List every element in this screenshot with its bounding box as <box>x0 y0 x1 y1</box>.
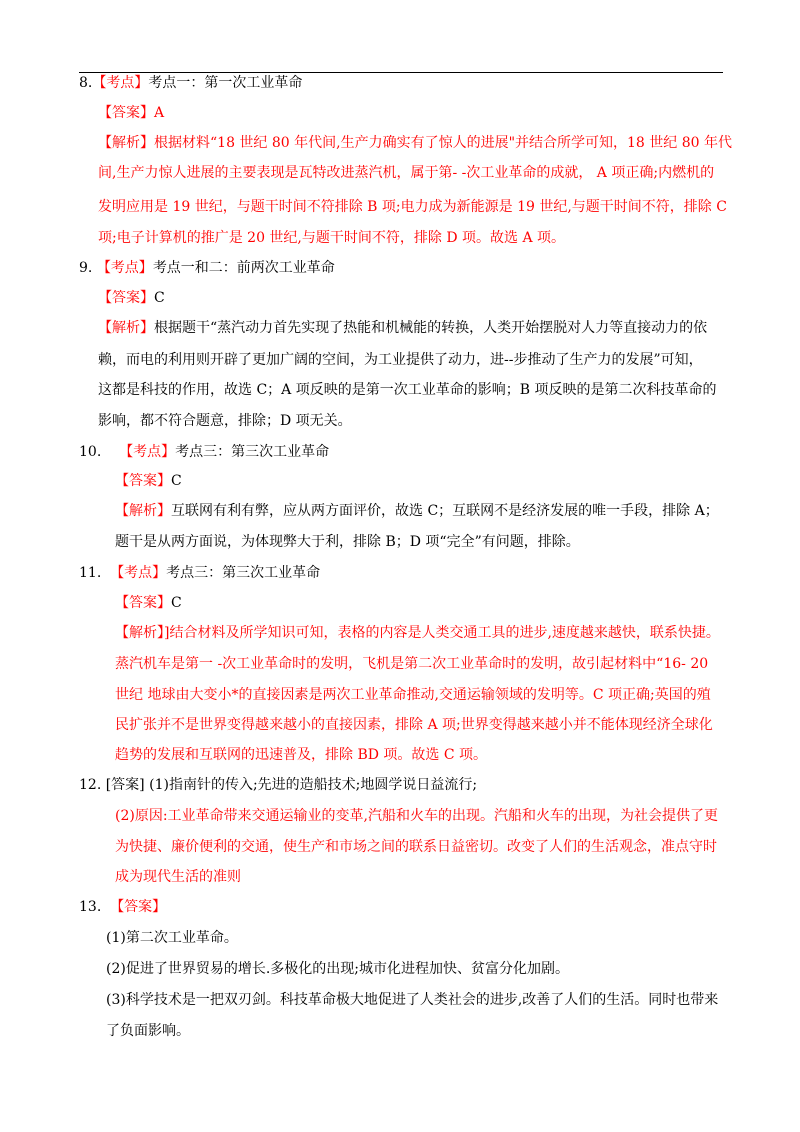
q11-answer <box>115 593 182 613</box>
q9-analysis-tag: 【解析】 <box>98 320 154 336</box>
q13-line-3: (3)科学技术是一把双刃剑。科技革命极大地促进了人类社会的进步,改善了人们的生活。同时也带来 <box>106 992 719 1008</box>
q9-kaodian-tag: 【考点】 <box>96 260 153 276</box>
q12-answer-tag: [答案] <box>105 777 145 793</box>
q12-line-3: 为快捷、廉价便利的交通，使生产和市场之间的联系日益密切。改变了人们的生活观念，准点守时 <box>115 839 717 855</box>
q8-kaodian-tag: 【考点】 <box>92 75 149 91</box>
q8-analysis-line-1 <box>98 133 732 153</box>
q12-header <box>79 775 477 795</box>
q13-line-4: 了负面影响。 <box>106 1023 190 1039</box>
q12-line-4: 成为现代生活的准则 <box>115 869 241 885</box>
q10-answer-tag: 【答案】 <box>115 473 171 489</box>
q8-kaodian-text: 考点一：第一次工业革命 <box>148 75 303 91</box>
q10-analysis-line-2: 题干是从两方面说，为体现弊大于利，排除 B；D 项“完全”有问题，排除。 <box>115 534 580 550</box>
q9-analysis-line-4: 影响，都不符合题意，排除；D 项无关。 <box>98 413 352 429</box>
q8-answer-tag: 【答案】 <box>98 105 154 121</box>
q10-analysis-tag: 【解析】 <box>115 503 171 519</box>
q13-line-2: (2)促进了世界贸易的增长.多极化的出现;城市化进程加快、贫富分化加剧。 <box>106 961 569 977</box>
q11-analysis-text-1: ]结合材料及所学知识可知，表格的内容是人类交通工具的进步,速度越来越快，联系快捷。 <box>164 625 720 641</box>
q8-number: 8. <box>79 75 93 91</box>
q10-analysis-line-1 <box>115 501 719 521</box>
q10-answer-value: C <box>171 473 182 489</box>
q9-kaodian-text: 考点一和二：前两次工业革命 <box>152 260 335 276</box>
q10-analysis-text-1: 互联网有利有弊，应从两方面评价，故选 C；互联网不是经济发展的唯一手段，排除 A； <box>171 503 719 519</box>
q11-analysis-line-4: 民扩张并不是世界变得越来越小的直接因素，排除 A 项;世界变得越来越小并不能体现经济全球化 <box>115 717 713 733</box>
q9-analysis-line-2: 赖，而电的利用则开辟了更加广阔的空间，为工业提供了动力，进--步推动了生产力的发展”可知， <box>98 352 703 368</box>
q8-analysis-tag: 【解析】 <box>98 135 154 151</box>
q9-analysis-line-1 <box>98 318 707 338</box>
q8-answer <box>98 103 164 123</box>
q12-number: 12. <box>79 777 102 793</box>
q10-answer <box>115 471 182 491</box>
q11-analysis-tag: 【解析】 <box>115 625 164 641</box>
q11-kaodian-text: 考点三：第三次工业革命 <box>166 565 321 581</box>
q11-answer-value: C <box>171 595 182 611</box>
q9-analysis-text-1: 根据题干“蒸汽动力首先实现了热能和机械能的转换，人类开始摆脱对人力等直接动力的依 <box>154 320 708 336</box>
q8-analysis-line-3: 发明应用是 19 世纪，与题干时间不符排除 B 项;电力成为新能源是 19 世纪,与题干时间不符，排除 C <box>98 199 727 215</box>
q12-line-2: (2)原因:工业革命带来交通运输业的变革,汽船和火车的出现。汽船和火车的出现，为社会提供了更 <box>115 808 718 824</box>
q13-answer-tag: 【答案】 <box>110 899 167 915</box>
q9-header <box>79 258 335 278</box>
q11-analysis-line-3: 世纪 地球由大变小*的直接因素是两次工业革命推动,交通运输领域的发明等。C 项正确;英国的殖 <box>115 687 711 703</box>
q12-line-1: (1)指南针的传入;先进的造船技术;地圆学说日益流行; <box>149 777 478 793</box>
q11-analysis-line-1 <box>115 623 720 643</box>
q11-answer-tag: 【答案】 <box>115 595 171 611</box>
q11-header <box>79 563 320 583</box>
q8-analysis-line-4: 项;电子计算机的推广是 20 世纪,与题干时间不符，排除 D 项。故选 A 项。 <box>98 230 566 246</box>
q8-analysis-line-2: 间,生产力惊人进展的主要表现是瓦特改进蒸汽机，属于第- -次工业革命的成就， A 项正确;内燃机的 <box>98 165 715 181</box>
q8-answer-value: A <box>154 105 165 121</box>
q8-analysis-text-1: 根据材料“18 世纪 80 年代间,生产力确实有了惊人的进展"并结合所学可知，18 世纪 80 年代 <box>154 135 733 151</box>
q10-kaodian-tag: 【考点】 <box>119 444 176 460</box>
q9-answer <box>98 288 165 308</box>
q10-header <box>79 442 329 462</box>
q13-number: 13. <box>79 899 102 915</box>
q9-answer-value: C <box>154 290 165 306</box>
q11-analysis-line-2: 蒸汽机车是第一 -次工业革命时的发明，飞机是第二次工业革命时的发明，故引起材料中“16- 20 <box>115 656 709 672</box>
q9-answer-tag: 【答案】 <box>98 290 154 306</box>
q10-number: 10. <box>79 444 102 460</box>
q13-header <box>79 897 166 917</box>
q9-analysis-line-3: 这都是科技的作用，故选 C；A 项反映的是第一次工业革命的影响；B 项反映的是第二次科技革命的 <box>98 382 717 398</box>
q9-number: 9. <box>79 260 93 276</box>
q13-line-1: (1)第二次工业革命。 <box>106 930 238 946</box>
q10-kaodian-text: 考点三：第三次工业革命 <box>175 444 330 460</box>
q11-analysis-line-5: 趋势的发展和互联网的迅速普及，排除 BD 项。故选 C 项。 <box>115 747 488 763</box>
q8-header <box>79 73 302 93</box>
q11-kaodian-tag: 【考点】 <box>110 565 167 581</box>
q11-number: 11. <box>79 565 102 581</box>
